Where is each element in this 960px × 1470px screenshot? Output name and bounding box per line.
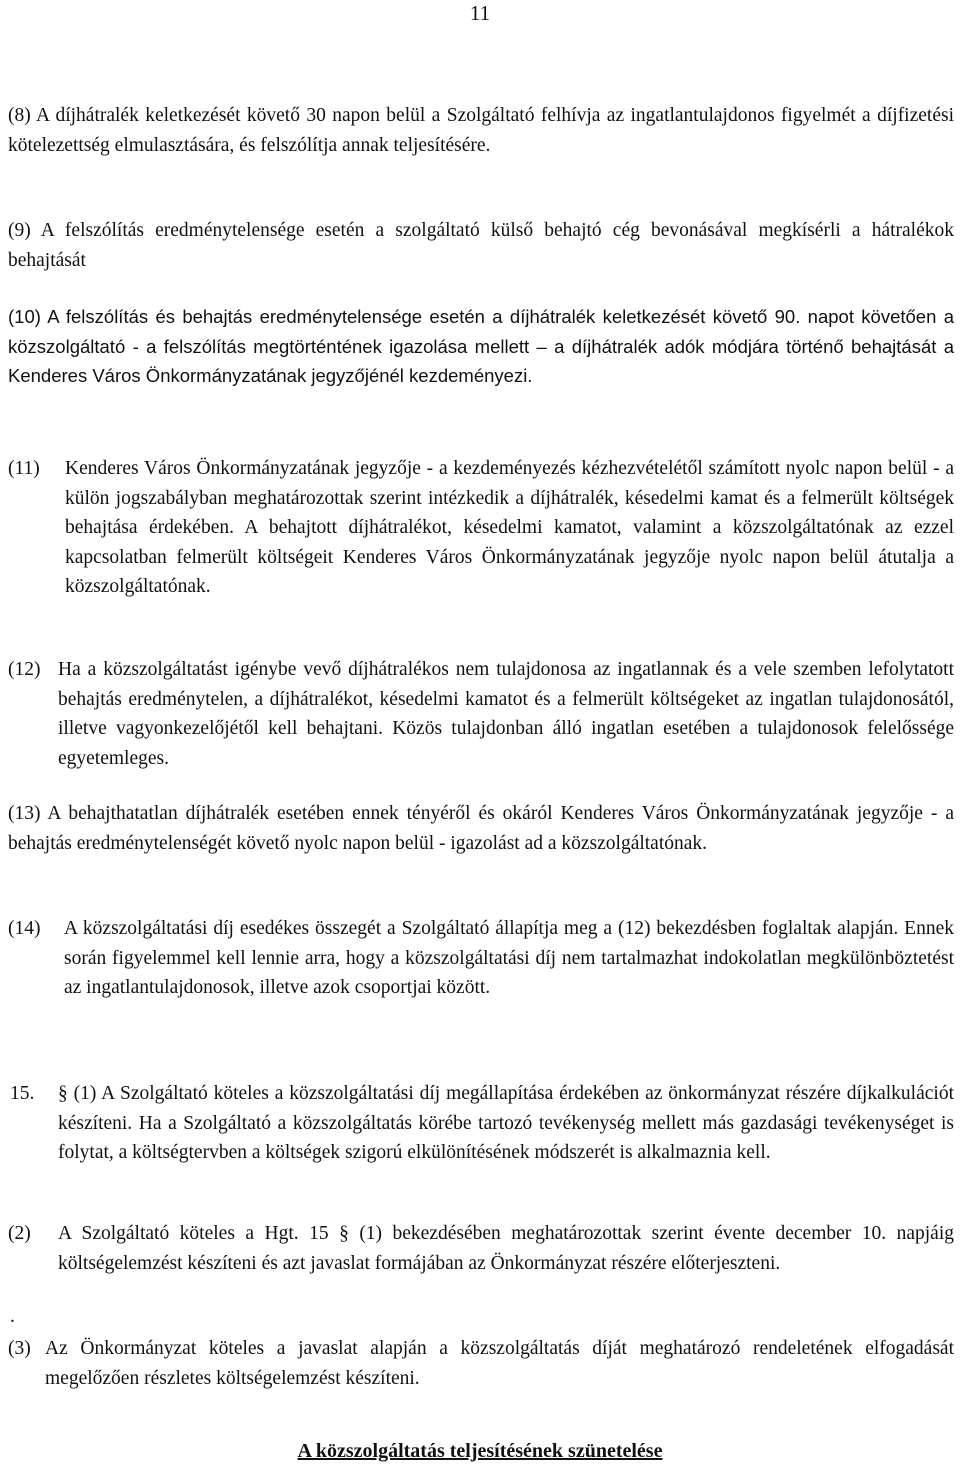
paragraph-8: (8) A díjhátralék keletkezését követő 30 napon belül a Szolgáltató felhívja az ingatlantulajdonos figyelmét a díjfizetési kötelezettség elmulasztására, és felszólítja annak teljesítésére. (8, 105, 954, 156)
paragraph-12-label: (12) (8, 659, 41, 680)
section-15-paragraph-1 (8, 1079, 954, 1168)
section-15-label: 15. (10, 1083, 35, 1104)
paragraph-11-body: Kenderes Város Önkormányzatának jegyzője - a kezdeményezés kézhezvételétől számított nyolc napon belül - a külön jogszabályban meghatározottak szerint intézkedik a díjhátralék, késedelmi kamat és a felmerült költségek behajtása érdekében. A behajtott díjhátralékot, késedelmi kamatot, valamint a közszolgáltatónak az ezzel kapcsolatban felmerült költségeit Kenderes Város Önkormányzatának jegyzője nyolc napon belül átutalja a közszolgáltatónak. (65, 458, 954, 597)
section-15-paragraph-1-body: § (1) A Szolgáltató köteles a közszolgáltatási díj megállapítása érdekében az önkormányzat részére díjkalkulációt készíteni. Ha a Szolgáltató a közszolgáltatás körébe tartozó tevékenység mellett más gazdasági tevékenységet is folytat, a költségtervben a költségek szigorú elkülönítésének módszerét is alkalmaznia kell. (58, 1083, 954, 1163)
section-15-paragraph-2-body: A Szolgáltató köteles a Hgt. 15 § (1) bekezdésében meghatározottak szerint évente december 10. napjáig költségelemzést készíteni és azt javaslat formájában az Önkormányzat részére előterjeszteni. (58, 1223, 954, 1274)
paragraph-13: (13) A behajthatatlan díjhátralék esetében ennek tényéről és okáról Kenderes Város Önkormányzatának jegyzője - a behajtás eredménytelenségét követő nyolc napon belül - igazolást ad a közszolgáltatónak. (8, 803, 954, 854)
paragraph-10: (10) A felszólítás és behajtás eredménytelensége esetén a díjhátralék keletkezését követő 90. napot követően a közszolgáltató - a felszólítás megtörténtének igazolása mellett – a díjhátralék adók módjára történő behajtását a Kenderes Város Önkormányzatának jegyzőjénél kezdeményezi. (8, 306, 954, 386)
paragraph-12 (8, 655, 954, 773)
section-15-paragraph-2-label: (2) (8, 1223, 31, 1244)
section-15-paragraph-3-label: (3) (8, 1338, 31, 1359)
paragraph-9: (9) A felszólítás eredménytelensége esetén a szolgáltató külső behajtó cég bevonásával megkísérli a hátralékok behajtását (8, 220, 954, 271)
paragraph-14-label: (14) (8, 918, 41, 939)
section-15-paragraph-3 (8, 1334, 954, 1393)
section-15-paragraph-3-body: Az Önkormányzat köteles a javaslat alapján a közszolgáltatás díját meghatározó rendeletének elfogadását megelőzően részletes költségelemzést készíteni. (45, 1338, 954, 1389)
paragraph-12-body: Ha a közszolgáltatást igénybe vevő díjhátralékos nem tulajdonosa az ingatlannak és a vele szemben lefolytatott behajtás eredménytelen, a díjhátralékot, késedelmi kamatot és a felmerült költségeket az ingatlan tulajdonosától, illetve vagyonkezelőjétől kell behajtani. Közös tulajdonban álló ingatlan esetében a tulajdonosok felelőssége egyetemleges. (58, 659, 954, 769)
paragraph-14-body: A közszolgáltatási díj esedékes összegét a Szolgáltató állapítja meg a (12) bekezdésben foglaltak alapján. Ennek során figyelemmel kell lennie arra, hogy a közszolgáltatási díj nem tartalmazhat indokolatlan megkülönböztetést az ingatlantulajdonosok, illetve azok csoportjai között. (64, 918, 954, 998)
page-number: 11 (469, 1, 491, 25)
section-title: A közszolgáltatás teljesítésének szünetelése (297, 1440, 663, 1462)
paragraph-11-label: (11) (8, 458, 40, 479)
section-15-paragraph-2 (8, 1219, 954, 1278)
paragraph-14 (8, 914, 954, 1003)
paragraph-11 (8, 454, 954, 602)
stray-dot: . (10, 1306, 15, 1327)
